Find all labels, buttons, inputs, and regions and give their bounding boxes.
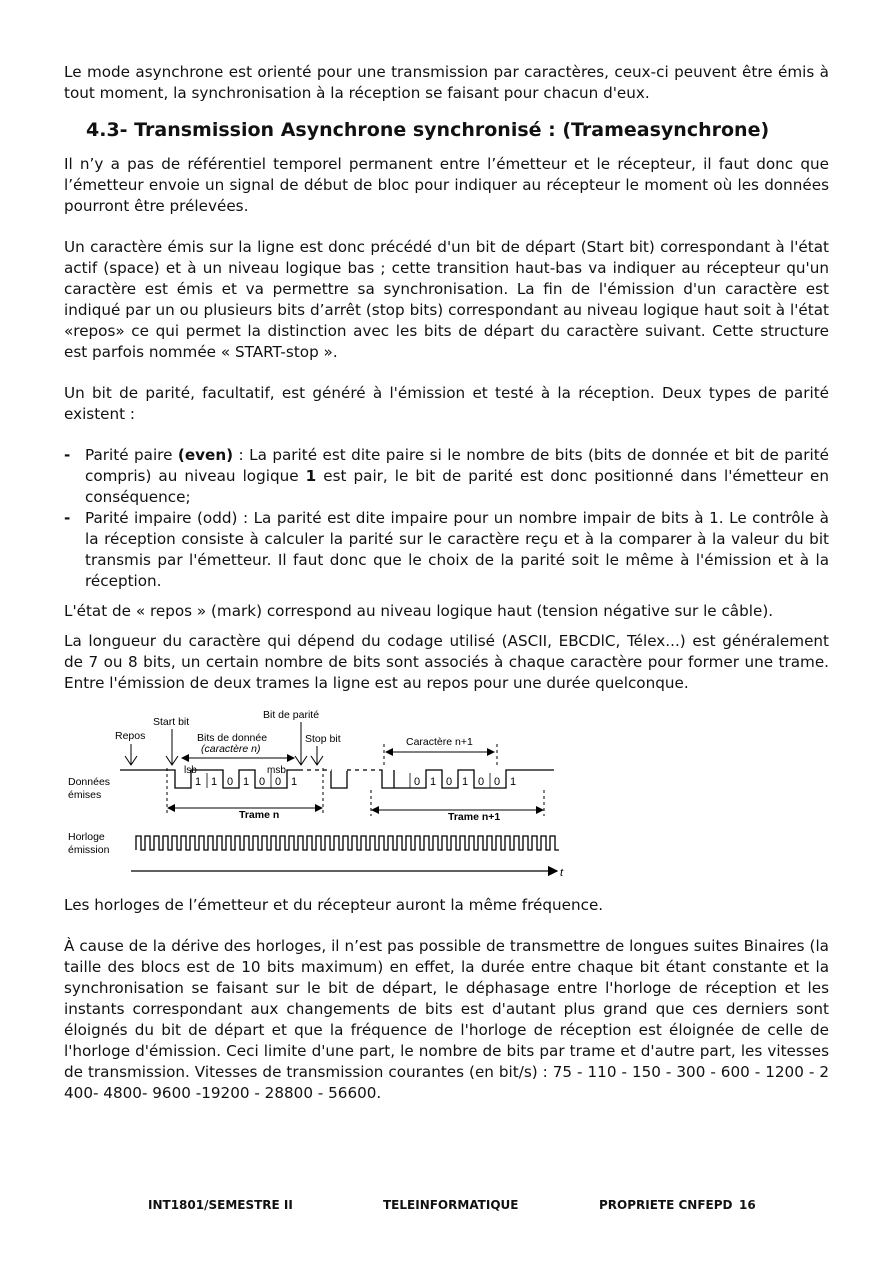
list-item-text: : La parité est dite paire si le nombre de bits (bits de donnée et bit de parité compris) au niveau logique [85,446,830,485]
label-horloge: Horloge [68,831,105,843]
label-bit-parite: Bit de parité [263,709,320,721]
paragraph-derive: À cause de la dérive des horloges, il n’est pas possible de transmettre de longues suites Binaires (la taille des blocs est de 10 bits maximum) en effet, la durée entre chaque bit étant constante et la synchronisation se faisant sur le bit de départ, le déphasage entre l'horloge de réception et les instants correspondant aux changements de bits est d'autant plus grand que ces derniers sont éloignés du bit de départ et que la fréquence de l'horloge de réception est éloignée de celle de l'horloge d'émission. Ceci limite d'une part, le nombre de bits par trame et d'autre part, les vitesses de transmission. Vitesses de transmission courantes (en bit/s) : 75 - 110 - 150 - 300 - 600 - 1200 - 2 400- 4800- 9600 -19200 - 28800 - 56600. [64,937,829,1102]
list-item-parite-impaire: - Parité impaire (odd) : La parité est dite impaire pour un nombre impair de bits à 1. Le contrôle à la réception consiste à calculer la parité sur le caractère reçu et à la comparer à la valeur du bit transmis par l'émetteur. Il faut donc que le choix de la parité soit le même à l'émission et à la réception. [64,508,829,592]
frame-n-bit-label: 1 [243,776,250,788]
timing-diagram [64,706,564,886]
footer-subject: TELEINFORMATIQUE [383,1198,519,1212]
footer-owner: PROPRIETE CNFEPD [599,1198,733,1212]
label-caractere-n: (caractère n) [201,743,261,755]
list-item-bold: (even) [177,446,234,464]
frame-n-bit-label: 0 [227,776,234,788]
frame-n-bit-label: 0 [275,776,282,788]
label-msb: msb [267,765,286,776]
frame-n1-bit-label: 0 [446,776,453,788]
frame-n1-bit-label: 0 [414,776,421,788]
list-item-text: Parité paire [85,446,178,464]
paragraph-parite: Un bit de parité, facultatif, est généré à l'émission et testé à la réception. Deux types de parité existent : [64,384,829,423]
label-emission: émission [68,844,110,856]
paragraph-start-bit: Un caractère émis sur la ligne est donc précédé d'un bit de départ (Start bit) correspondant à l'état actif (space) et à un niveau logique bas ; cette transition haut-bas va indiquer au récepteur qu'un caractère est émis et va permettre sa synchronisation. La fin de l'émission d'un caractère est indiqué par un ou plusieurs bits d’arrêt (stop bits) correspondant au niveau logique haut soit à l'état «repos» ce qui permet la distinction avec les bits de départ du caractère suivant. Cette structure est parfois nommée « START-stop ». [64,238,829,361]
label-caractere-n1: Caractère n+1 [406,736,473,748]
footer-course: INT1801/SEMESTRE II [148,1198,293,1212]
label-donnees: Données [68,776,111,788]
section-heading: 4.3- Transmission Asynchrone synchronisé : (Trameasynchrone) [86,119,770,141]
frame-n1-bit-label: 0 [478,776,485,788]
parity-list [64,445,829,592]
frame-n1-bit-label: 1 [430,776,437,788]
label-lsb: lsb [184,765,197,776]
list-item-bold: 1 [305,467,317,485]
label-time-axis: t [560,867,564,879]
label-repos: Repos [115,730,146,742]
footer-page-number: 16 [739,1198,756,1212]
frame-n-bit-label: 1 [291,776,298,788]
document-page [64,62,829,1104]
paragraph-longueur: La longueur du caractère qui dépend du codage utilisé (ASCII, EBCDlC, Télex...) est généralement de 7 ou 8 bits, un certain nombre de bits sont associés à chaque caractère pour former une trame. Entre l'émission de deux trames la ligne est au repos pour une durée quelconque. [64,632,829,692]
list-item-text: est pair, le bit de parité est donc positionné dans l'émetteur en conséquence; [85,467,830,506]
frame-n1-bit-label: 0 [494,776,501,788]
frame-n-bit-label: 0 [259,776,266,788]
label-stop-bit: Stop bit [305,733,341,745]
clock-signal [136,836,559,850]
frame-n1-bit-label: 1 [510,776,517,788]
paragraph-horloges: Les horloges de l’émetteur et du récepteur auront la même fréquence. [64,896,604,914]
label-emises: émises [68,789,102,801]
label-start-bit: Start bit [153,716,190,728]
label-trame-n1: Trame n+1 [448,811,501,823]
label-trame-n: Trame n [239,809,280,821]
frame-n-bit-label: 1 [195,776,202,788]
frame-n-bit-label: 1 [211,776,218,788]
paragraph-referentiel: Il n’y a pas de référentiel temporel permanent entre l’émetteur et le récepteur, il faut donc que l’émetteur envoie un signal de début de bloc pour indiquer au récepteur le moment où les données pourront être prélevées. [64,155,829,215]
list-item-parite-paire [64,445,829,508]
frame-n1-bit-label: 1 [462,776,469,788]
intro-paragraph: Le mode asynchrone est orienté pour une transmission par caractères, ceux-ci peuvent être émis à tout moment, la synchronisation à la réception se faisant pour chacun d'eux. [64,63,829,102]
paragraph-repos: L'état de « repos » (mark) correspond au niveau logique haut (tension négative sur le câble). [64,602,774,620]
label-bits-donnee: Bits de donnée [197,732,268,744]
